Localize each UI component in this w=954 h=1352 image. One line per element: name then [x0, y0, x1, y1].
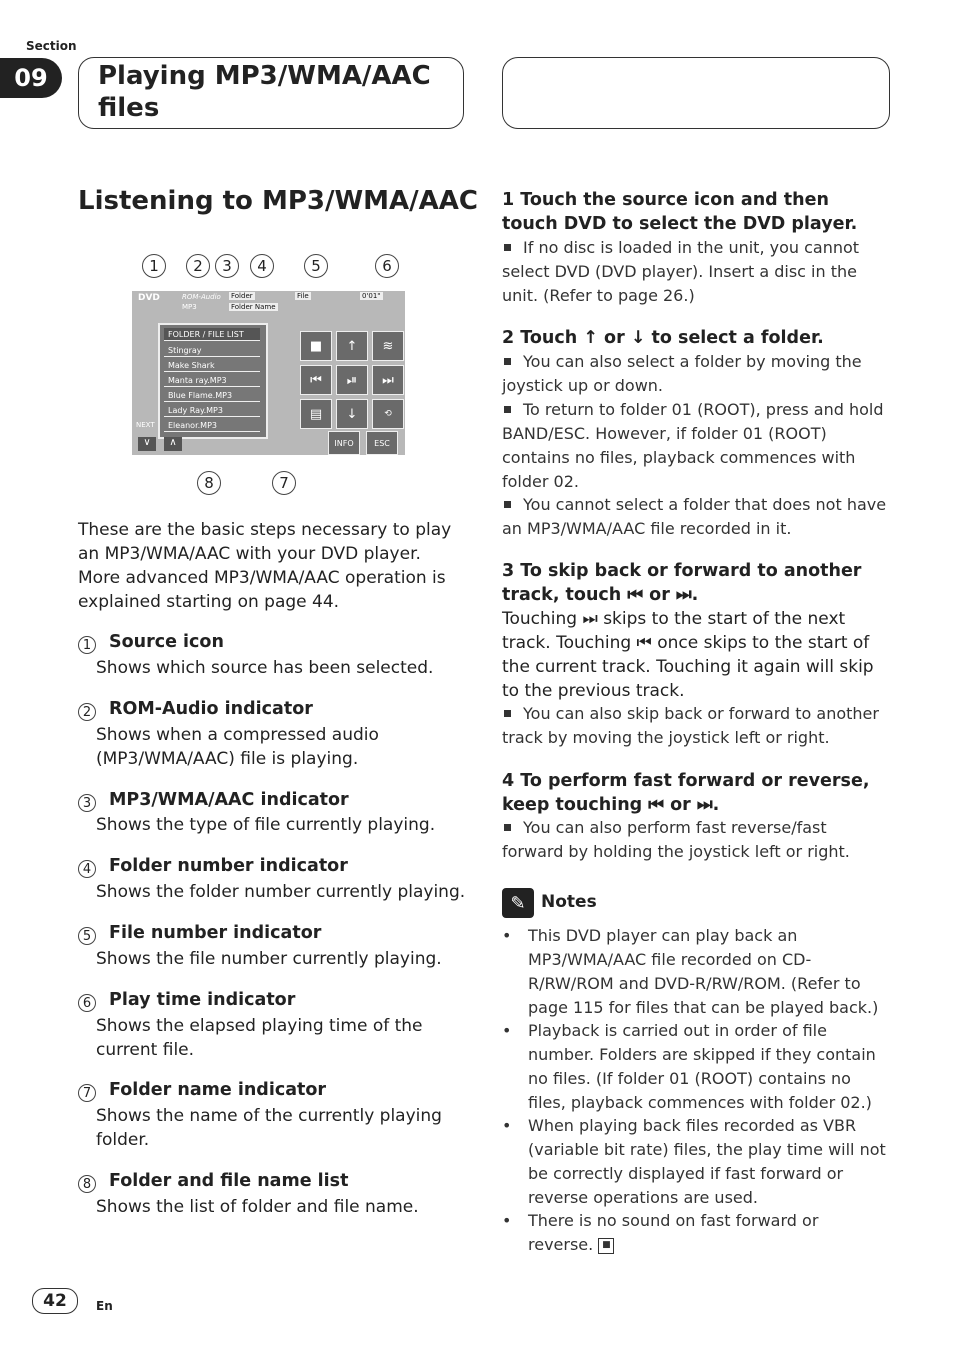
step-3-bullet: You can also skip back or forward to another track by moving the joystick left or right.	[502, 704, 879, 747]
bullet-square-icon	[504, 244, 511, 251]
list-header: FOLDER / FILE LIST	[164, 328, 260, 341]
step-2-bullet: You can also select a folder by moving the joystick up or down.	[502, 352, 862, 395]
item-number: 5	[78, 927, 96, 945]
bullet-square-icon	[504, 406, 511, 413]
step-2-heading: 2 Touch ↑ or ↓ to select a folder.	[502, 328, 824, 348]
item-number: 7	[78, 1084, 96, 1102]
item-description: Shows the type of file currently playing.	[96, 815, 436, 835]
item-number: 2	[78, 703, 96, 721]
end-mark-icon: ■	[598, 1238, 614, 1254]
item-number: 3	[78, 794, 96, 812]
folder-down-button[interactable]: ↓	[336, 399, 368, 429]
player-screen-figure	[132, 291, 405, 455]
item-description: Shows the folder number currently playing.	[96, 882, 466, 902]
item-description: Shows the elapsed playing time of the current file.	[96, 1016, 423, 1060]
next-track-button[interactable]: ⏭	[372, 365, 404, 395]
item-number: 8	[78, 1175, 96, 1193]
callout-5: 5	[304, 254, 328, 278]
play-pause-button[interactable]: ⏯	[336, 365, 368, 395]
note-item: • Playback is carried out in order of file number. Folders are skipped if they contain no files. (If folder 01 (ROOT) contains no files, playback commences with folder 02.)	[502, 1021, 876, 1112]
note-item: • When playing back files recorded as VBR (variable bit rate) files, the play time will not be correctly displayed if fast forward or reverse operations are used.	[502, 1116, 886, 1207]
folder-up-button[interactable]: ↑	[336, 331, 368, 361]
bullet-square-icon	[504, 710, 511, 717]
step-4-heading: 4 To perform fast forward or reverse, keep touching ⏮ or ⏭.	[502, 771, 870, 815]
chevron-down-icon[interactable]: ∨	[138, 437, 156, 451]
item-description: Shows the file number currently playing.	[96, 949, 442, 969]
callout-6: 6	[375, 254, 399, 278]
repeat-icon[interactable]: ⟲	[372, 399, 404, 429]
item-title: Source icon	[109, 632, 224, 652]
item-title: File number indicator	[109, 923, 322, 943]
bullet-square-icon	[504, 501, 511, 508]
play-time-indicator: 0'01"	[362, 292, 381, 300]
step-1-heading: 1 Touch the source icon and then touch DVD to select the DVD player.	[502, 190, 858, 234]
folder-name-indicator: Folder Name	[231, 303, 276, 311]
item-title: Folder and file name list	[109, 1171, 349, 1191]
rom-audio-indicator: ROM-Audio	[182, 293, 221, 301]
page-heading: Listening to MP3/WMA/AAC	[78, 186, 478, 216]
chevron-up-icon[interactable]: ∧	[164, 437, 182, 451]
callout-4: 4	[250, 254, 274, 278]
note-item: • There is no sound on fast forward or reverse. ■	[502, 1211, 819, 1254]
callout-1: 1	[142, 254, 166, 278]
step-4-bullet: You can also perform fast reverse/fast forward by holding the joystick left or right.	[502, 818, 850, 861]
header-empty-box	[502, 57, 890, 129]
list-item[interactable]: Manta ray.MP3	[164, 374, 260, 387]
item-number: 6	[78, 994, 96, 1012]
section-number-badge: 09	[0, 58, 62, 98]
callout-7: 7	[272, 471, 296, 495]
section-label: Section	[26, 39, 77, 53]
list-item[interactable]: Blue Flame.MP3	[164, 389, 260, 402]
file-number-indicator: File	[297, 292, 309, 300]
step-1-bullet: If no disc is loaded in the unit, you cannot select DVD (DVD player). Insert a disc in the unit. (Refer to page 26.)	[502, 238, 860, 305]
list-item[interactable]: Stingray	[164, 344, 260, 357]
item-description: Shows the list of folder and file name.	[96, 1197, 419, 1217]
callout-3: 3	[215, 254, 239, 278]
format-indicator: MP3	[182, 303, 197, 311]
section-title: Playing MP3/WMA/AAC files	[98, 61, 431, 123]
esc-button[interactable]: ESC	[366, 431, 398, 455]
item-title: Folder name indicator	[109, 1080, 327, 1100]
bullet-square-icon	[504, 358, 511, 365]
list-item[interactable]: Make Shark	[164, 359, 260, 372]
pencil-note-icon: ✎	[502, 888, 534, 918]
info-button[interactable]: INFO	[328, 431, 360, 455]
callout-2: 2	[186, 254, 210, 278]
callout-8: 8	[197, 471, 221, 495]
next-button[interactable]: NEXT	[136, 421, 155, 429]
item-description: Shows when a compressed audio (MP3/WMA/AAC) file is playing.	[96, 725, 379, 769]
page-number: 42	[32, 1288, 78, 1314]
note-item: • This DVD player can play back an MP3/WMA/AAC file recorded on CD-R/RW/ROM and DVD-R/RW/ROM. (Refer to page 115 for files that can be played back.)	[502, 926, 879, 1017]
previous-track-button[interactable]: ⏮	[300, 365, 332, 395]
list-icon[interactable]: ▤	[300, 399, 332, 429]
step-3-heading: 3 To skip back or forward to another track, touch ⏮ or ⏭.	[502, 561, 862, 605]
item-title: MP3/WMA/AAC indicator	[109, 790, 349, 810]
list-item[interactable]: Eleanor.MP3	[164, 419, 260, 432]
bullet-square-icon	[504, 824, 511, 831]
notes-title: Notes	[541, 892, 597, 912]
av-icon[interactable]: ≋	[372, 331, 404, 361]
item-title: Folder number indicator	[109, 856, 348, 876]
item-number: 4	[78, 860, 96, 878]
item-description: Shows which source has been selected.	[96, 658, 434, 678]
item-title: ROM-Audio indicator	[109, 699, 313, 719]
source-icon: DVD	[138, 293, 160, 303]
list-item[interactable]: Lady Ray.MP3	[164, 404, 260, 417]
stop-button[interactable]: ■	[300, 331, 332, 361]
language-label: En	[96, 1299, 113, 1313]
step-3-text: Touching ⏭ skips to the start of the next track. Touching ⏮ once skips to the start of the current track. Touching it again will skip to the previous track.	[502, 609, 874, 701]
step-2-bullet: You cannot select a folder that does not have an MP3/WMA/AAC file recorded in it.	[502, 495, 887, 538]
intro-paragraph: These are the basic steps necessary to play an MP3/WMA/AAC with your DVD player. More advanced MP3/WMA/AAC operation is explained starting on page 44.	[78, 520, 452, 612]
folder-number-indicator: Folder	[231, 292, 253, 300]
item-title: Play time indicator	[109, 990, 296, 1010]
step-2-bullet: To return to folder 01 (ROOT), press and hold BAND/ESC. However, if folder 01 (ROOT) contains no files, playback commences with folder 02.	[502, 400, 884, 491]
item-description: Shows the name of the currently playing folder.	[96, 1106, 442, 1150]
item-number: 1	[78, 636, 96, 654]
